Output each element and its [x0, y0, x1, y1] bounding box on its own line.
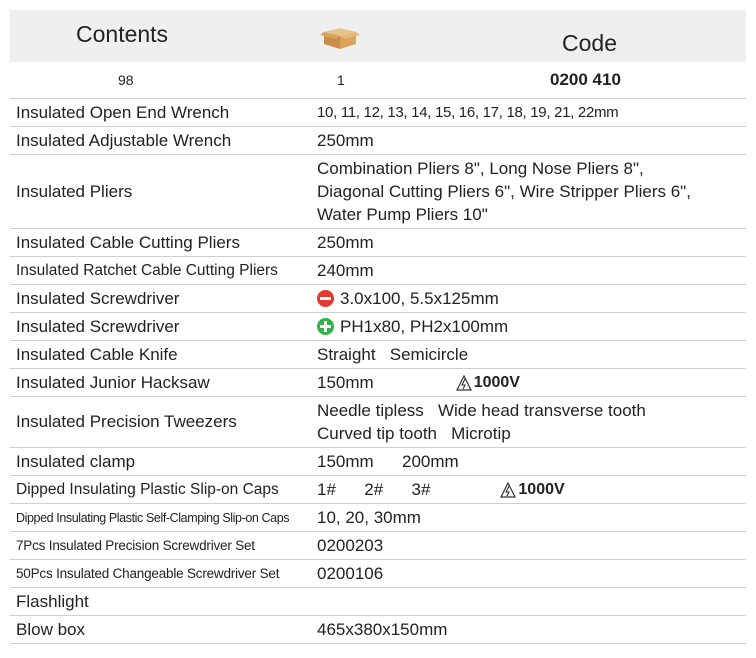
item-desc — [317, 588, 742, 615]
item-desc: 150mm 200mm — [317, 451, 459, 471]
voltage-badge — [456, 374, 520, 392]
item-name: Dipped Insulating Plastic Self-Clamping Slip-on Caps — [16, 510, 290, 525]
high-voltage-icon — [456, 375, 472, 391]
high-voltage-icon — [500, 482, 516, 498]
summary-row — [10, 62, 746, 98]
table-row — [10, 448, 746, 476]
item-desc: 10, 11, 12, 13, 14, 15, 16, 17, 18, 19, 21, 22mm — [317, 104, 619, 121]
item-desc: 250mm — [317, 130, 374, 150]
item-desc-line: Combination Pliers 8", Long Nose Pliers 8", — [317, 159, 644, 178]
table-row — [10, 99, 746, 127]
item-name: Insulated Ratchet Cable Cutting Pliers — [16, 261, 278, 279]
code-value: 0200 410 — [550, 70, 621, 89]
cardboard-box-icon — [320, 24, 360, 50]
item-desc: 0200203 — [317, 535, 384, 555]
table-row — [10, 313, 746, 341]
item-desc — [317, 155, 742, 228]
voltage-badge — [500, 481, 564, 499]
table-row — [10, 285, 746, 313]
table-row — [10, 257, 746, 285]
item-desc — [317, 476, 742, 503]
item-desc — [317, 369, 742, 396]
item-desc-line: Diagonal Cutting Pliers 6", Wire Stripper Pliers 6", — [317, 182, 691, 201]
table-row — [10, 616, 746, 644]
table-row — [10, 369, 746, 397]
voltage-value: 1000V — [518, 480, 565, 498]
item-name: Flashlight — [16, 591, 89, 611]
table-row — [10, 504, 746, 532]
item-desc — [317, 397, 742, 447]
phillips-screw-icon — [317, 318, 334, 335]
table-row — [10, 341, 746, 369]
item-desc-line: Needle tipless Wide head transverse tooth — [317, 401, 646, 420]
slotted-screw-icon — [317, 290, 334, 307]
item-desc-line: Water Pump Pliers 10" — [317, 205, 488, 224]
table-row — [10, 588, 746, 616]
item-desc-text: 1# 2# 3# — [317, 479, 431, 499]
package-count-value: 1 — [337, 72, 345, 88]
item-name: Blow box — [16, 619, 85, 639]
table-row — [10, 532, 746, 560]
item-name: Insulated Cable Knife — [16, 344, 178, 364]
item-name: Insulated Precision Tweezers — [16, 412, 237, 431]
table-row — [10, 229, 746, 257]
table-row — [10, 127, 746, 155]
item-desc: 0200106 — [317, 563, 384, 583]
table-row — [10, 397, 746, 448]
table-header — [10, 10, 746, 62]
item-name: Insulated Pliers — [16, 181, 133, 201]
item-desc: 240mm — [317, 260, 374, 280]
quantity-value: 98 — [118, 72, 134, 88]
voltage-value: 1000V — [473, 373, 520, 391]
item-name: Insulated Open End Wrench — [16, 102, 230, 122]
table-row — [10, 560, 746, 588]
contents-table — [10, 98, 746, 644]
item-desc: 10, 20, 30mm — [317, 507, 421, 527]
item-desc-text: 150mm — [317, 372, 374, 392]
item-desc: 465x380x150mm — [317, 619, 448, 639]
item-name: Insulated Junior Hacksaw — [16, 372, 210, 392]
item-name: 50Pcs Insulated Changeable Screwdriver Set — [16, 566, 280, 581]
item-name: Insulated Screwdriver — [16, 316, 180, 336]
contents-header: Contents — [76, 21, 169, 47]
item-name: Insulated clamp — [16, 451, 136, 471]
item-name: Dipped Insulating Plastic Slip-on Caps — [16, 480, 279, 498]
item-desc — [317, 313, 742, 340]
item-desc-text: PH1x80, PH2x100mm — [340, 316, 509, 336]
item-name: 7Pcs Insulated Precision Screwdriver Set — [16, 538, 255, 553]
item-name: Insulated Cable Cutting Pliers — [16, 232, 240, 252]
item-name: Insulated Adjustable Wrench — [16, 130, 232, 150]
item-desc: 250mm — [317, 232, 374, 252]
item-desc-text: 3.0x100, 5.5x125mm — [340, 288, 499, 308]
table-row — [10, 155, 746, 229]
item-desc: Straight Semicircle — [317, 344, 469, 364]
item-name: Insulated Screwdriver — [16, 288, 180, 308]
code-header: Code — [562, 30, 617, 56]
item-desc — [317, 285, 742, 312]
item-desc-line: Curved tip tooth Microtip — [317, 424, 511, 443]
table-row — [10, 476, 746, 504]
